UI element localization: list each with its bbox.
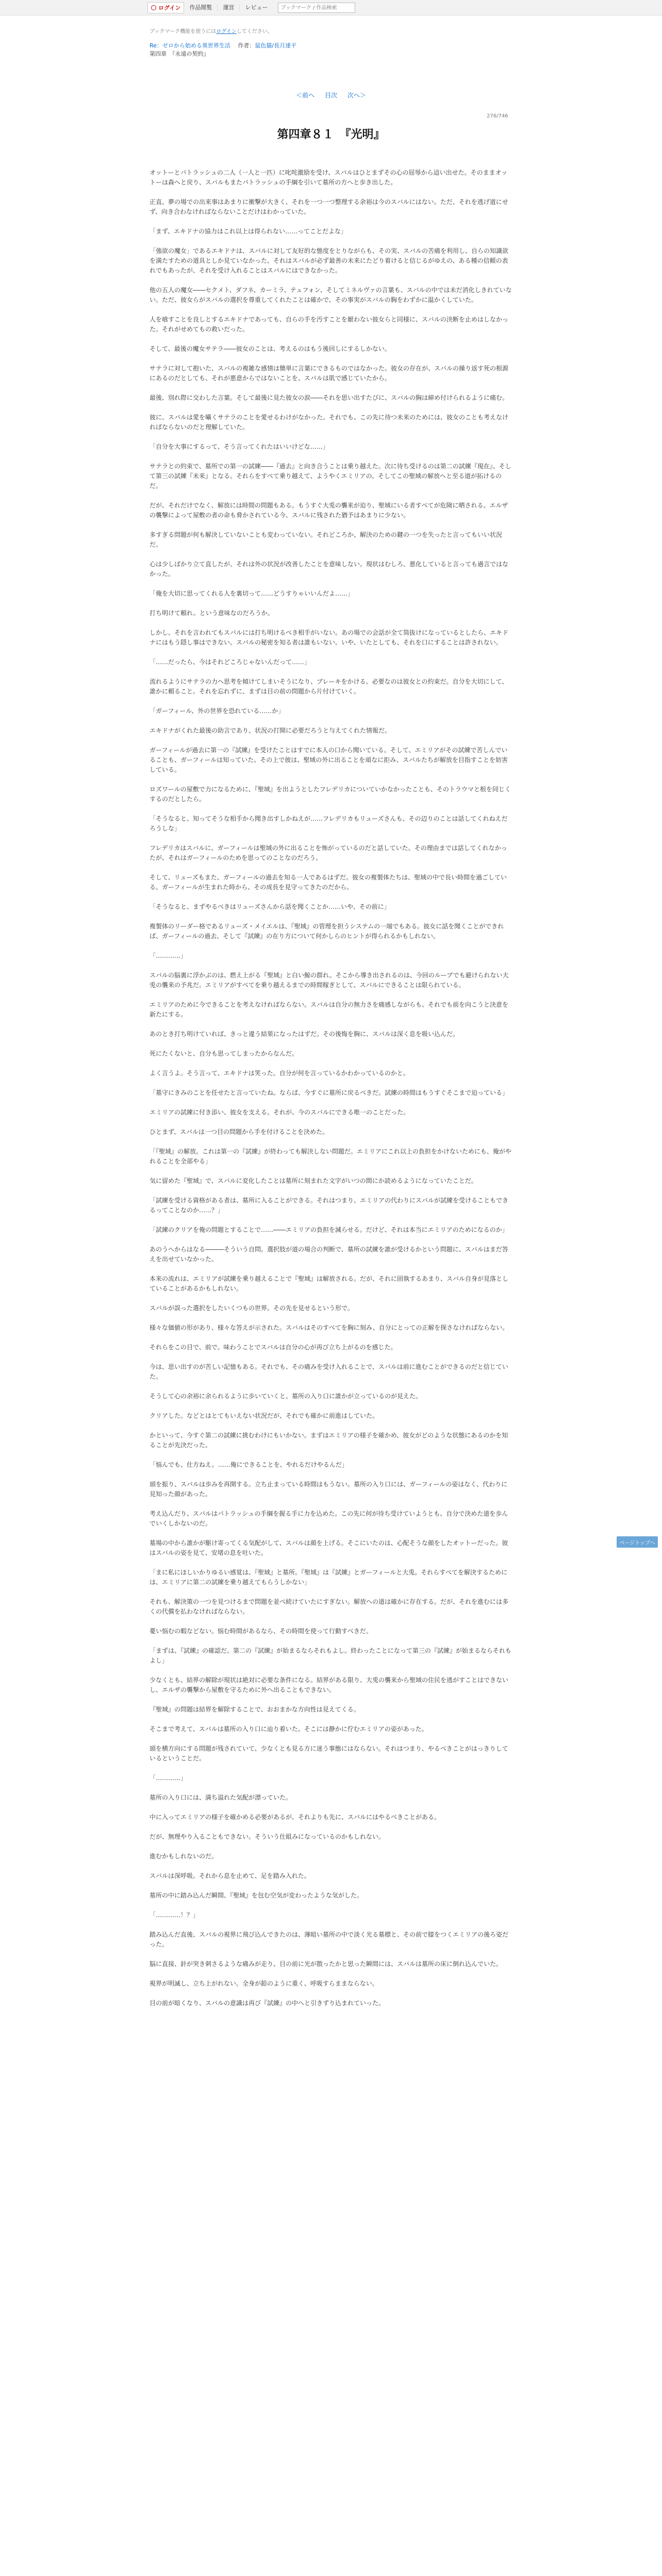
bookmark-note-suffix: してください。: [236, 29, 273, 35]
page-top-button[interactable]: ページトップへ: [617, 1536, 658, 1548]
body-paragraph: ロズワールの屋敷で力になるために、『聖域』を出ようとしたフレデリカについていかなかったことも、そのトラウマと根を同じくするのだとしたら。: [150, 786, 511, 803]
page-number: 276/746: [487, 113, 508, 119]
body-paragraph: 気に留めた『聖域』で、スバルに変化したことは墓所に刻まれた文字がいつの間にか読めるようになっていたことだ。: [150, 1177, 477, 1184]
body-paragraph: だが、それだけでなく、解放には時間の問題もある。もうすぐ大兎の襲来が迫り、聖域にいる者すべてが危険に晒される。エルザの襲撃によって屋敷の者の命も脅かされている今、スバルに残された猶予はあまりに少ない。: [150, 502, 508, 519]
search-input[interactable]: [278, 3, 355, 13]
body-paragraph: 他の五人の魔女――セクメト、ダフネ、カーミラ、テュフォン、そしてミネルヴァの言葉も、スバルの中では未だ消化しきれていない。ただ、彼女らがスバルの選択を尊重してくれたことは確かで、その事実がスバルの胸をわずかに温かくしていた。: [150, 286, 512, 303]
body-paragraph: 「そうなると、まずやるべきはリューズさんから話を聞くことか……いや、その前に」: [150, 903, 390, 910]
next-link[interactable]: 次へ＞: [347, 92, 366, 99]
body-paragraph: 「…………」: [150, 952, 187, 959]
body-paragraph: 人を喰すことを良しとするエキドナであっても、自らの手を汚すことを厭わない彼女らと同様に、スバルの決断を止めはしなかった。それがせめてもの救いだった。: [150, 316, 508, 333]
body-paragraph: スバルが誤った選択をしたいくつもの世界。その先を見せるという形で。: [150, 1304, 354, 1312]
body-paragraph: 進むかもしれないのだ。: [150, 1853, 218, 1860]
body-paragraph: 視界が明滅し、立ち上がれない。全身が鉛のように重く、呼吸すらままならない。: [150, 1980, 378, 1987]
body-paragraph: 本来の流れは、エミリアが試練を乗り越えることで『聖域』は解放される。だが、それに固執するあまり、スバル自身が見落としていることがあるかもしれない。: [150, 1275, 509, 1292]
body-paragraph: 「そうなると、知ってそうな相手から聞き出すしかねえが……フレデリカもリューズさんも、その辺りのことは話してくれねえだろうしな」: [150, 815, 508, 832]
body-paragraph: 憂い悩むの暇などない。悩む時間があるなら、その時間を使って行動すべきだ。: [150, 1628, 372, 1635]
nav-link-review[interactable]: レビュー: [245, 4, 268, 11]
top-bar: [0, 0, 662, 15]
bookmark-login-link[interactable]: ログイン: [216, 29, 237, 35]
body-paragraph: 彼に、スバルは愛を囁くサテラのことを愛せるわけがなかった。それでも、この先に待つ未来のためには、彼女のことも考えなければならないのだと理解していた。: [150, 414, 509, 431]
body-paragraph: よく言うよ。そう言って、エキドナは笑った。自分が何を言っているかわかっているのかと。: [150, 1070, 409, 1077]
body-paragraph: 「まに私にほしいかりゆるい感覚は、『聖域』と墓所。『聖域』は『試練』とガーフィールと大兎。それらすべてを解決するためには、エミリアに第二の試練を乗り越えてもらうしかない」: [150, 1569, 507, 1586]
body-paragraph: ガーフィールが過去に第一の『試練』を受けたことはすでに本人の口から聞いている。そして、エミリアがその試練で苦しんでいることも、ガーフィールは知っていた。その上で彼は、聖域の外に出ることを頑なに拒み、スバルたちが解放を目指すことを妨害している。: [150, 747, 508, 773]
body-paragraph: あのうへからはなる―――そういう自問。選択肢が道の場合の判断で、墓所の試練を誰が受けるかという問題に、スバルはまだ答えを出せていなかった。: [150, 1246, 508, 1263]
body-paragraph: 流れるようにサテラの力へ思考を傾けてしまいそうになり、ブレーキをかける。必要なのは彼女との約束だ。自分を大切にして、誰かに頼ること。それを忘れずに、まずは目の前の問題から片付けていく。: [150, 678, 508, 695]
body-paragraph: そして、リューズもまた、ガーフィールの過去を知る一人であるはずだ。彼女の複製体たちは、聖域の中で長い時間を過ごしている。ガーフィールが生まれた時から、その成長を見守ってきたのだから。: [150, 874, 507, 891]
body-paragraph: 「俺を大切に思ってくれる人を裏切って……どうすりゃいいんだよ……」: [150, 590, 354, 597]
body-paragraph: 考え込んだり、スバルはパトラッシュの手綱を握る手に力を込めた。この先に何が待ち受けていようとも、自分で決めた道を歩んでいくしかないのだ。: [150, 1510, 508, 1527]
body-paragraph: 墓所の入り口には、満ち溢れた気配が漂っていた。: [150, 1794, 292, 1801]
body-paragraph: 頭を振り、スバルは歩みを再開する。立ち止まっている時間はもうない。墓所の入り口には、ガーフィールの姿はなく、代わりに見知った顔があった。: [150, 1481, 507, 1498]
body-paragraph: 中に入ってエミリアの様子を確かめる必要があるが、それよりも先に、スバルにはやるべきことがある。: [150, 1814, 441, 1821]
body-paragraph: エミリアのために今できることを考えなければならない。スバルは自分の無力さを痛感しながらも、それでも前を向こうと決意を新たにする。: [150, 1001, 509, 1018]
body-paragraph: 「試練のクリアを俺の問題とすることで……――エミリアの負担を減らせる。だけど、それは本当にエミリアのためになるのか」: [150, 1226, 508, 1233]
body-paragraph: そして、最後の魔女サテラ――彼女のことは、考えるのはもう後回しにするしかない。: [150, 345, 391, 352]
author-line: [232, 42, 296, 49]
body-paragraph: 踏み込んだ直後、スバルの視界に飛び込んできたのは、薄暗い墓所の中で淡く光る墓標と、その前で膝をつくエミリアの後ろ姿だった。: [150, 1931, 509, 1948]
body-paragraph: 「悩んでも、仕方ねえ。……俺にできることを、やれるだけやるんだ」: [150, 1461, 348, 1468]
body-paragraph: 「墓守にきみのことを任せたと言っていたね。ならば、今すぐに墓所に戻るべきだ。試練の時間はもうすぐそこまで迫っている」: [150, 1089, 509, 1096]
chapter-subtitle: 第四章 『永遠の契約』: [150, 50, 209, 57]
body-paragraph: クリアした。などとはとてもいえない状況だが、それでも確かに前進はしていた。: [150, 1412, 379, 1419]
body-paragraph: 打ち明けて頼れ。という意味なのだろうか。: [150, 609, 274, 617]
body-paragraph: そうして心の余裕に余られるように歩いていくと、墓所の入り口に誰かが立っているのが見えた。: [150, 1393, 422, 1400]
prev-link[interactable]: ＜前へ: [296, 92, 315, 99]
chapter-title: 第四章８１ 『光明』: [277, 128, 385, 141]
login-icon: [151, 5, 156, 10]
body-paragraph: 今は、思い出すのが苦しい記憶もある。それでも、その痛みを受け入れることで、スバルは前に進むことができるのだと信じていた。: [150, 1363, 508, 1380]
nav-link-admin[interactable]: 運営: [218, 4, 240, 11]
body-paragraph: それも、解決策の一つを見つけるまで問題を並べ続けていたにすぎない。解放への道は確かに存在する。だが、それを進むには多くの代償を払わなければならない。: [150, 1598, 509, 1615]
body-paragraph: かといって、今すぐ第二の試練に挑むわけにもいかない。まずはエミリアの様子を確かめ、彼女がどのような状態にあるのかを知ることが先決だった。: [150, 1432, 508, 1449]
body-paragraph: 正直、夢の場での出来事はあまりに衝撃が大きく、それを一つ一つ整理する余裕は今のスバルにはない。ただ、それを逃げ道にせず、向き合わなければならないことだけはわかっていた。: [150, 198, 508, 215]
body-paragraph: 『聖域』の問題は結界を解除することで、おおまかな方向性は見えてくる。: [150, 1706, 360, 1713]
body-paragraph: 死にたくないと、自分も思ってしまったからなんだ。: [150, 1050, 299, 1057]
body-paragraph: エミリアの試練に付き添い、彼女を支える。それが、今のスバルにできる唯一のことだった。: [150, 1109, 410, 1116]
body-paragraph: 「…………」: [150, 1774, 187, 1782]
body-paragraph: 「まずは、『試練』の確認だ。第二の『試練』が始まるならそれもよし。終わったことになって第三の『試練』が始まるならそれもよし」: [150, 1647, 511, 1664]
body-paragraph: スバルの脳裏に浮かぶのは、燃え上がる『聖域』と白い鯨の群れ。そこから導き出されるのは、今回のループでも避けられない大兎の襲来の予兆だ。エミリアがすべてを乗り越えるまでの時間稼ぎとして、スバルにできることは限られている。: [150, 972, 509, 989]
top-bar-inner: [147, 0, 355, 15]
body-paragraph: 心は少しばかり立て直したが、それは外の状況が改善したことを意味しない。現状はむしろ、悪化していると言っても過言ではなかった。: [150, 561, 509, 578]
body-paragraph: 多すぎる問題が何も解決していないことも変わっていない。それどころか、解決のための鍵の一つを失ったと言ってもいい状況だ。: [150, 531, 502, 548]
body-paragraph: 様々な価値の形があり、様々な答えが示された。スバルはそのすべてを胸に刻み、自分にとっての正解を探さなければならない。: [150, 1324, 509, 1331]
body-paragraph: 目の前が暗くなり、スバルの意識は再び『試練』の中へと引きずり込まれていった。: [150, 1999, 385, 2007]
work-title-line: [150, 41, 296, 49]
body-paragraph: 「試練を受ける資格がある者は、墓所に入ることができる。それはつまり、エミリアの代わりにスバルが試練を受けることもできるってことなのか……？」: [150, 1197, 509, 1214]
body-paragraph: 脳に直接、針が突き刺さるような痛みが走り、目の前に光が散ったかと思った瞬間には、スバルは墓所の床に倒れ込んでいた。: [150, 1960, 503, 1968]
body-paragraph: フレデリカはスバルに、ガーフィールは聖域の外に出ることを怖がっているのだと話していた。その理由までは話してくれなかったが、それはガーフィールのためを思ってのことなのだろう。: [150, 844, 507, 861]
bookmark-note-prefix: ブックマーク機能を使うには: [150, 29, 217, 35]
body-paragraph: 「『聖域』の解放。これは第一の『試練』が終わっても解決しない問題だ。エミリアにこれ以上の負担をかけないためにも、俺がやれることを全部やる」: [150, 1148, 511, 1165]
body-paragraph: 「強欲の魔女」であるエキドナは、スバルに対して友好的な態度をとりながらも、その実、スバルの苦痛を利用し、自らの知識欲を満たすための道具としか見ていなかった。それはスバルが必ず最善の未来にたどり着けると信じるがゆえの、ある種の信頼の表れでもあったが、それを受け入れることはスバルにはできなかった。: [150, 247, 509, 274]
body-paragraph: 最後、別れ際に交わした言葉。そして最後に見た彼女の涙――それを思い出すたびに、スバルの胸は締め付けられるように痛む。: [150, 394, 509, 401]
body-paragraph: あのとき打ち明けていれば、きっと違う結果になったはずだ。その後悔を胸に、スバルは深く息を吸い込んだ。: [150, 1030, 459, 1038]
work-title[interactable]: Re：ゼロから始める異世界生活: [150, 42, 230, 49]
body-paragraph: そこまで考えて、スバルは墓所の入り口に辿り着いた。そこには静かに佇むエミリアの姿があった。: [150, 1725, 428, 1733]
body-paragraph: だが、無理やり入ることもできない。そういう仕組みになっているのかもしれない。: [150, 1833, 385, 1840]
body-paragraph: 頭を横方向にする問題が残されていて、少なくとも見る方に迷う事態にはならない。それはつまり、やるべきことがはっきりしているということだ。: [150, 1745, 508, 1762]
pager: [0, 91, 662, 99]
toc-link[interactable]: 目次: [324, 92, 337, 99]
body-paragraph: 「自分を大事にするって、そう言ってくれたはいいけどな……」: [150, 443, 329, 450]
nav-link-browse[interactable]: 作品閲覧: [184, 4, 218, 11]
body-paragraph: ひとまず、スバルは一つ目の問題から手を付けることを決めた。: [150, 1128, 329, 1136]
body-paragraph: エキドナがくれた最後の助言であり、状況の打開に必要だろうと与えてくれた情報だ。: [150, 727, 391, 734]
novel-body: [150, 168, 512, 2018]
body-paragraph: しかし、それを言われてもスバルには打ち明けるべき相手がいない。あの場での会話が全て筒抜けになっているとしたら、エキドナにはもう隠し事はできない。スバルの秘密を知る者は誰もいない。いや、いたとしても、それを口にすることは許されない。: [150, 629, 509, 646]
author-link[interactable]: 鼠色猫/長月達平: [255, 42, 297, 49]
body-paragraph: サテラとの約束で、墓所での第一の試練――『過去』と向き合うことは乗り越えた。次に待ち受けるのは第二の試練『現在』、そして第三の試練『未来』となる。それらをすべて乗り越えて、ようやくエミリアの、そしてこの聖域の解放へと至る道が拓けるのだ。: [150, 463, 511, 489]
body-paragraph: 少なくとも、結界の解除が現状は絶対に必要な条件になる。結界がある限り、大兎の襲来から聖域の住民を逃がすことはできないし、エルザの襲撃から屋敷を守るために外へ出ることもできない。: [150, 1676, 509, 1693]
body-paragraph: 「ガーフィール、外の世界を恐れている……か」: [150, 707, 285, 715]
body-paragraph: 墓場の中から誰かが駆け寄ってくる気配がして、スバルは顔を上げる。そこにいたのは、心配そうな顔をしたオットーだった。彼はスバルの姿を見て、安堵の息を吐いた。: [150, 1539, 508, 1556]
body-paragraph: 「まず、エキドナの協力はこれ以上は得られない……ってことだよな」: [150, 228, 347, 235]
body-paragraph: 墓所の中に踏み込んだ瞬間、『聖域』を包む空気が変わったような気がした。: [150, 1892, 363, 1899]
body-paragraph: 「…………！？」: [150, 1911, 200, 1919]
body-paragraph: 「……だったら、今はそれどころじゃないんだって……」: [150, 658, 311, 666]
body-paragraph: 複製体のリーダー格であるリューズ・メイエルは、『聖域』の管理を担うシステムの一端でもある。彼女に話を聞くことができれば、ガーフィールの過去、そして『試練』の在り方について何かしらのヒントが得られるかもしれない。: [150, 923, 504, 940]
body-paragraph: オットーとパトラッシュの二人（一人と一匹）に叱咤激励を受け、スバルはひとまずその心の屈辱から這い出せた。そのままオットーは森へと戻り、スバルもまたパトラッシュの手綱を引いて墓所の方へと歩き出した。: [150, 169, 508, 186]
login-button[interactable]: [147, 2, 184, 13]
body-paragraph: それらをこの目で、前で。味わうことでスバルは自分の心が再び立ち上がるのを感じた。: [150, 1344, 397, 1351]
bookmark-note: [150, 27, 273, 35]
body-paragraph: サテラに対して抱いた、スバルの複雑な感情は簡単に言葉にできるものではなかった。彼女の存在が、スバルの繰り返す死の根源にあるのだとしても、それが悪意からではないことを、スバルは肌で感じていたから。: [150, 365, 509, 382]
login-label: ログイン: [158, 5, 181, 11]
body-paragraph: スバルは深呼吸。それから息を止めて、足を踏み入れた。: [150, 1872, 310, 1879]
author-label: 作者：: [238, 42, 255, 49]
